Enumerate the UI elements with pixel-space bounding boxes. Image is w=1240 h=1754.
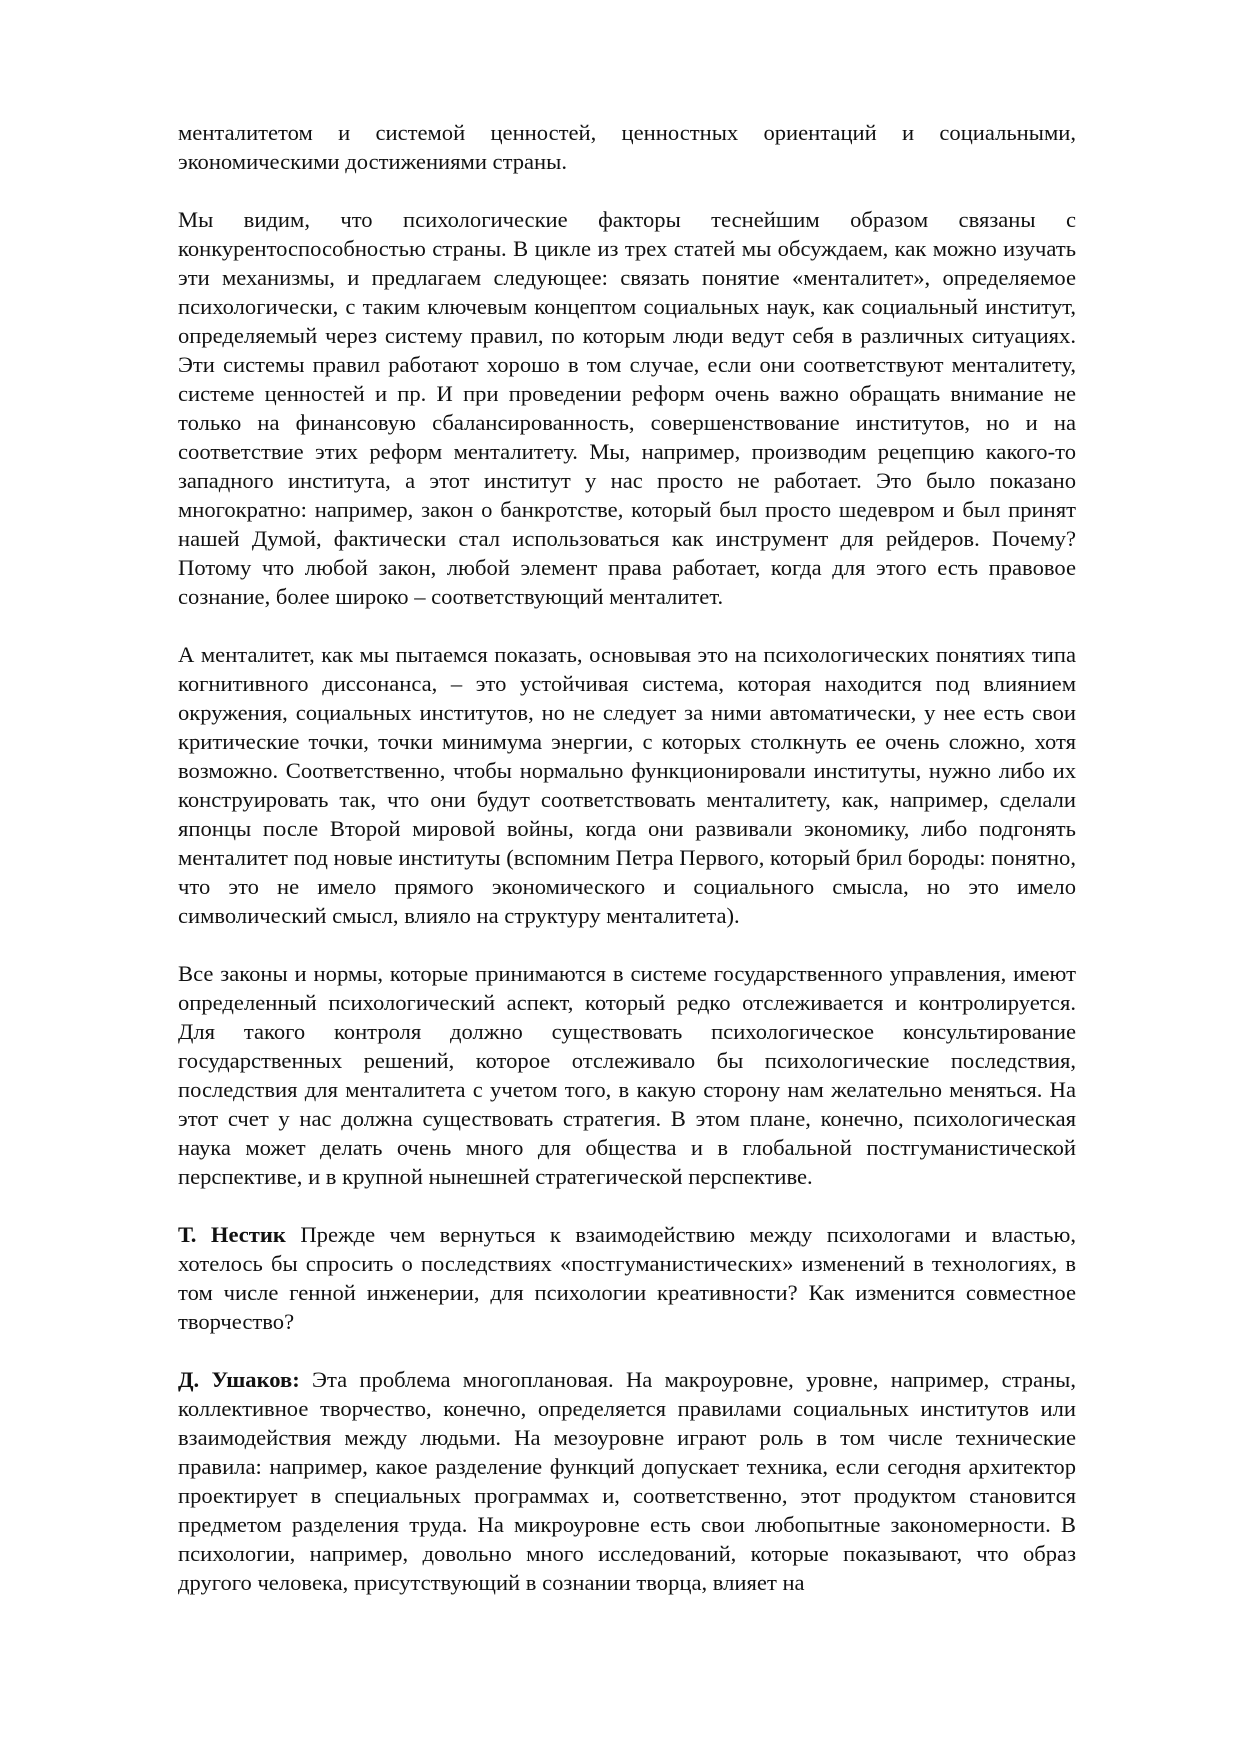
paragraph-text: А менталитет, как мы пытаемся показать, основывая это на психологических понятиях типа когнитивного диссонанса, – это устойчивая система, которая находится под влиянием окружения, социальных институтов, но не следует за ними автоматически, у нее есть свои критические точки, точки минимума энергии, с которых столкнуть ее очень сложно, хотя возможно. Соответственно, чтобы нормально функционировали институты, нужно либо их конструировать так, что они будут соответствовать менталитету, как, например, сделали японцы после Второй мировой войны, когда они развивали экономику, либо подгонять менталитет под новые институты (вспомним Петра Первого, который брил бороды: понятно, что это не имело прямого экономического и социального смысла, но это имело символический смысл, влияло на структуру менталитета). [178, 642, 1076, 928]
speaker-name: Д. Ушаков: [178, 1367, 300, 1392]
paragraph-text: менталитетом и системой ценностей, ценностных ориентаций и социальными, экономическими достижениями страны. [178, 120, 1076, 174]
paragraph-continuation [178, 118, 1076, 176]
paragraph-laws-norms [178, 959, 1076, 1191]
paragraph-mentality [178, 640, 1076, 930]
paragraph-competitiveness [178, 205, 1076, 611]
paragraph-text: Мы видим, что психологические факторы теснейшим образом связаны с конкурентоспособностью страны. В цикле из трех статей мы обсуждаем, как можно изучать эти механизмы, и предлагаем следующее: связать понятие «менталитет», определяемое психологически, с таким ключевым концептом социальных наук, как социальный институт, определяемый через систему правил, по которым люди ведут себя в различных ситуациях. Эти системы правил работают хорошо в том случае, если они соответствуют менталитету, системе ценностей и пр. И при проведении реформ очень важно обращать внимание не только на финансовую сбалансированность, совершенствование институтов, но и на соответствие этих реформ менталитету. Мы, например, производим рецепцию какого-то западного института, а этот институт у нас просто не работает. Это было показано многократно: например, закон о банкротстве, который был просто шедевром и был принят нашей Думой, фактически стал использоваться как инструмент для рейдеров. Почему? Потому что любой закон, любой элемент права работает, когда для этого есть правовое сознание, более широко – соответствующий менталитет. [178, 207, 1076, 609]
paragraph-ushakov-answer [178, 1365, 1076, 1597]
paragraph-text: Эта проблема многоплановая. На макроуровне, уровне, например, страны, коллективное творчество, конечно, определяется правилами социальных институтов или взаимодействия между людьми. На мезоуровне играют роль в том числе технические правила: например, какое разделение функций допускает техника, если сегодня архитектор проектирует в специальных программах и, соответственно, этот продуктом становится предметом разделения труда. На микроуровне есть свои любопытные закономерности. В психологии, например, довольно много исследований, которые показывают, что образ другого человека, присутствующий в сознании творца, влияет на [178, 1367, 1077, 1595]
speaker-name: Т. Нестик [178, 1222, 286, 1247]
document-page [178, 118, 1076, 1626]
paragraph-text: Прежде чем вернуться к взаимодействию между психологами и властью, хотелось бы спросить о последствиях «постгуманистических» изменений в технологиях, в том числе генной инженерии, для психологии креативности? Как изменится совместное творчество? [178, 1222, 1076, 1334]
paragraph-nestik-question [178, 1220, 1076, 1336]
paragraph-text: Все законы и нормы, которые принимаются в системе государственного управления, имеют определенный психологический аспект, который редко отслеживается и контролируется. Для такого контроля должно существовать психологическое консультирование государственных решений, которое отслеживало бы психологические последствия, последствия для менталитета с учетом того, в какую сторону нам желательно меняться. На этот счет у нас должна существовать стратегия. В этом плане, конечно, психологическая наука может делать очень много для общества и в глобальной постгуманистической перспективе, и в крупной нынешней стратегической перспективе. [178, 961, 1076, 1189]
